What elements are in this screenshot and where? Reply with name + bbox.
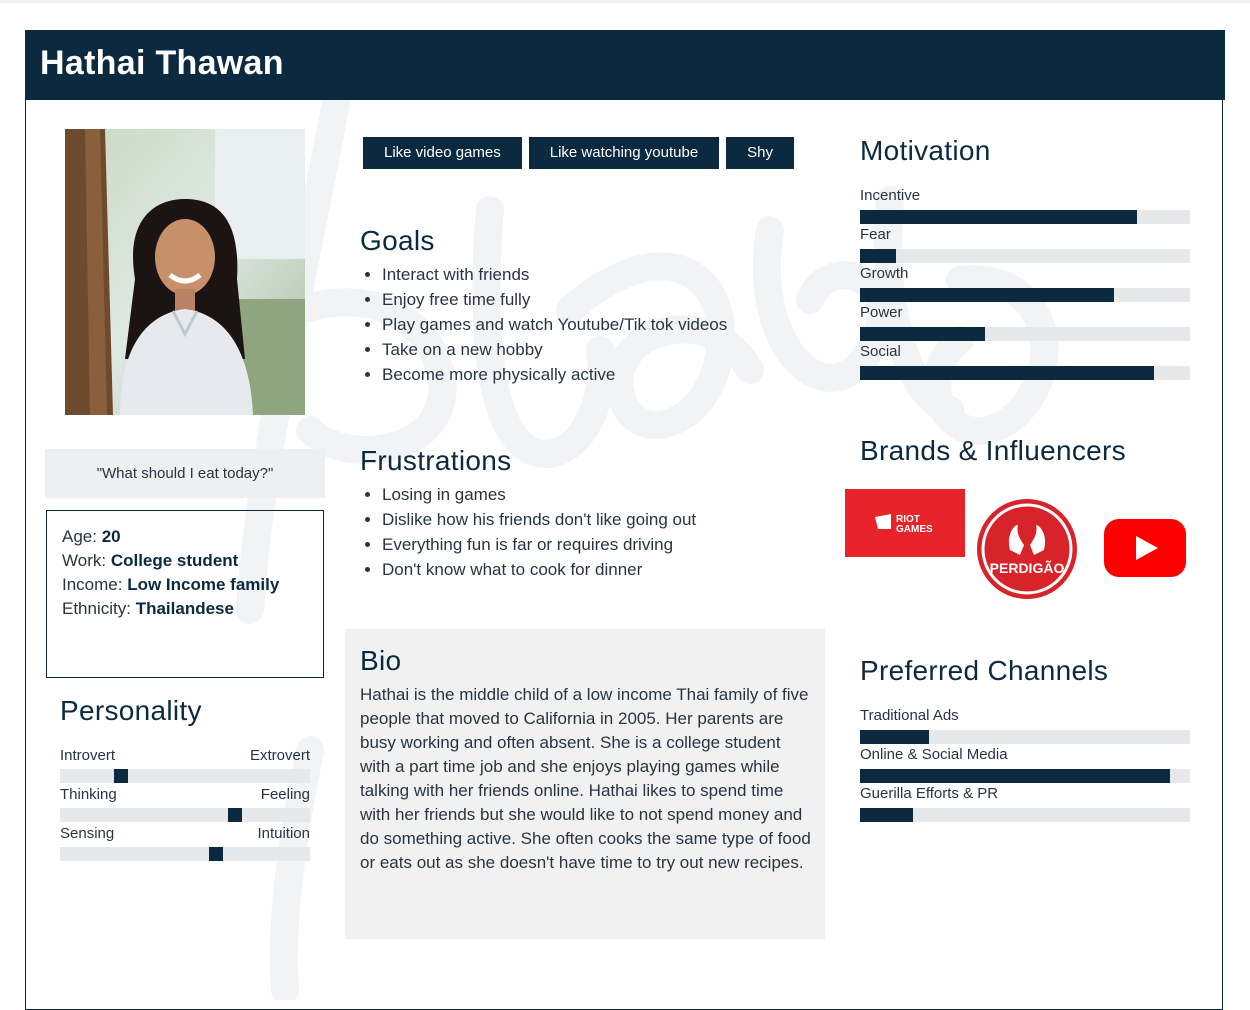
trait-marker [228, 808, 242, 822]
bar-label: Online & Social Media [860, 746, 1008, 763]
bar-label: Fear [860, 226, 891, 243]
trait-track [60, 769, 310, 783]
svg-text:RIOT: RIOT [896, 514, 920, 525]
motivation-bar-fear [860, 226, 1190, 244]
goals-list [360, 262, 727, 387]
bar-label: Traditional Ads [860, 707, 959, 724]
brands-title: Brands & Influencers [860, 435, 1126, 466]
trait-marker [209, 847, 223, 861]
personality-title: Personality [60, 695, 202, 726]
bar-label: Growth [860, 265, 909, 282]
bar-fill [860, 769, 1170, 783]
bar-track [860, 730, 1190, 744]
bar-label: Power [860, 304, 903, 321]
bar-fill [860, 366, 1154, 380]
channel-bar-online-social [860, 746, 1190, 764]
list-item: • Enjoy free time fully [382, 287, 727, 312]
bar-fill [860, 327, 985, 341]
motivation-bar-incentive [860, 187, 1190, 205]
bio-panel [345, 629, 825, 939]
frustrations-title: Frustrations [360, 445, 512, 476]
riot-games-logo [845, 489, 965, 557]
trait-left-label: Introvert [60, 747, 116, 764]
motivation-bar-power [860, 304, 1190, 322]
trait-left-label: Sensing [60, 825, 115, 842]
bar-label: Guerilla Efforts & PR [860, 785, 999, 802]
perdigao-logo [972, 495, 1082, 603]
trait-right-label: Intuition [257, 825, 310, 842]
channel-bar-guerilla [860, 785, 1190, 803]
interest-tags [363, 137, 794, 169]
bio-title: Bio [360, 645, 402, 676]
youtube-logo [1104, 519, 1186, 577]
list-item: • Dislike how his friends don't like going out [382, 507, 696, 532]
trait-track [60, 847, 310, 861]
list-item: • Don't know what to cook for dinner [382, 557, 696, 582]
list-item: • Take on a new hobby [382, 337, 727, 362]
bar-track [860, 288, 1190, 302]
tag-shy: Shy [726, 137, 794, 169]
persona-name: Hathai Thawan [40, 44, 284, 82]
list-item: • Everything fun is far or requires driving [382, 532, 696, 557]
goals-title: Goals [360, 225, 435, 256]
info-income: Income: Low Income family [62, 575, 280, 594]
bar-fill [860, 808, 913, 822]
header-bar [25, 30, 1225, 100]
info-ethnicity: Ethnicity: Thailandese [62, 599, 234, 618]
bar-track [860, 366, 1190, 380]
persona-photo [65, 129, 305, 415]
tag-video-games: Like video games [363, 137, 522, 169]
trait-marker [114, 769, 128, 783]
bar-fill [860, 249, 896, 263]
tag-youtube: Like watching youtube [529, 137, 719, 169]
bar-label: Social [860, 343, 901, 360]
bar-label: Incentive [860, 187, 921, 204]
list-item: • Become more physically active [382, 362, 727, 387]
trait-right-label: Feeling [260, 786, 310, 803]
trait-right-label: Extrovert [249, 747, 310, 764]
trait-left-label: Thinking [60, 786, 117, 803]
svg-text:PERDIGÃO: PERDIGÃO [989, 560, 1065, 576]
trait-track [60, 808, 310, 822]
bar-track [860, 210, 1190, 224]
top-divider [0, 0, 1250, 3]
bar-track [860, 769, 1190, 783]
info-work: Work: College student [62, 551, 239, 570]
info-box [46, 510, 324, 678]
list-item: • Losing in games [382, 482, 696, 507]
channel-bar-traditional-ads [860, 707, 1190, 725]
bio-text: Hathai is the middle child of a low income Thai family of five people that moved to California in 2005. Her parents are busy working and often absent. She is a college student with a part time job and she enjoys playing games while talking with her friends online. Hathai likes to spend time with her friends but she would like to not spend money and do something active. She often cooks the same type of food or eats out as she doesn't have time to try out new recipes. [360, 685, 811, 872]
bar-fill [860, 288, 1114, 302]
info-age: Age: 20 [62, 527, 121, 546]
motivation-bar-social [860, 343, 1190, 361]
motivation-bar-growth [860, 265, 1190, 283]
bar-track [860, 249, 1190, 263]
bar-track [860, 808, 1190, 822]
bar-fill [860, 730, 929, 744]
svg-text:GAMES: GAMES [896, 524, 933, 535]
frustrations-list [360, 482, 696, 582]
list-item: • Interact with friends [382, 262, 727, 287]
list-item: • Play games and watch Youtube/Tik tok videos [382, 312, 727, 337]
channels-title: Preferred Channels [860, 655, 1109, 686]
bar-fill [860, 210, 1137, 224]
persona-quote: "What should I eat today?" [45, 449, 325, 498]
motivation-title: Motivation [860, 135, 991, 166]
bar-track [860, 327, 1190, 341]
